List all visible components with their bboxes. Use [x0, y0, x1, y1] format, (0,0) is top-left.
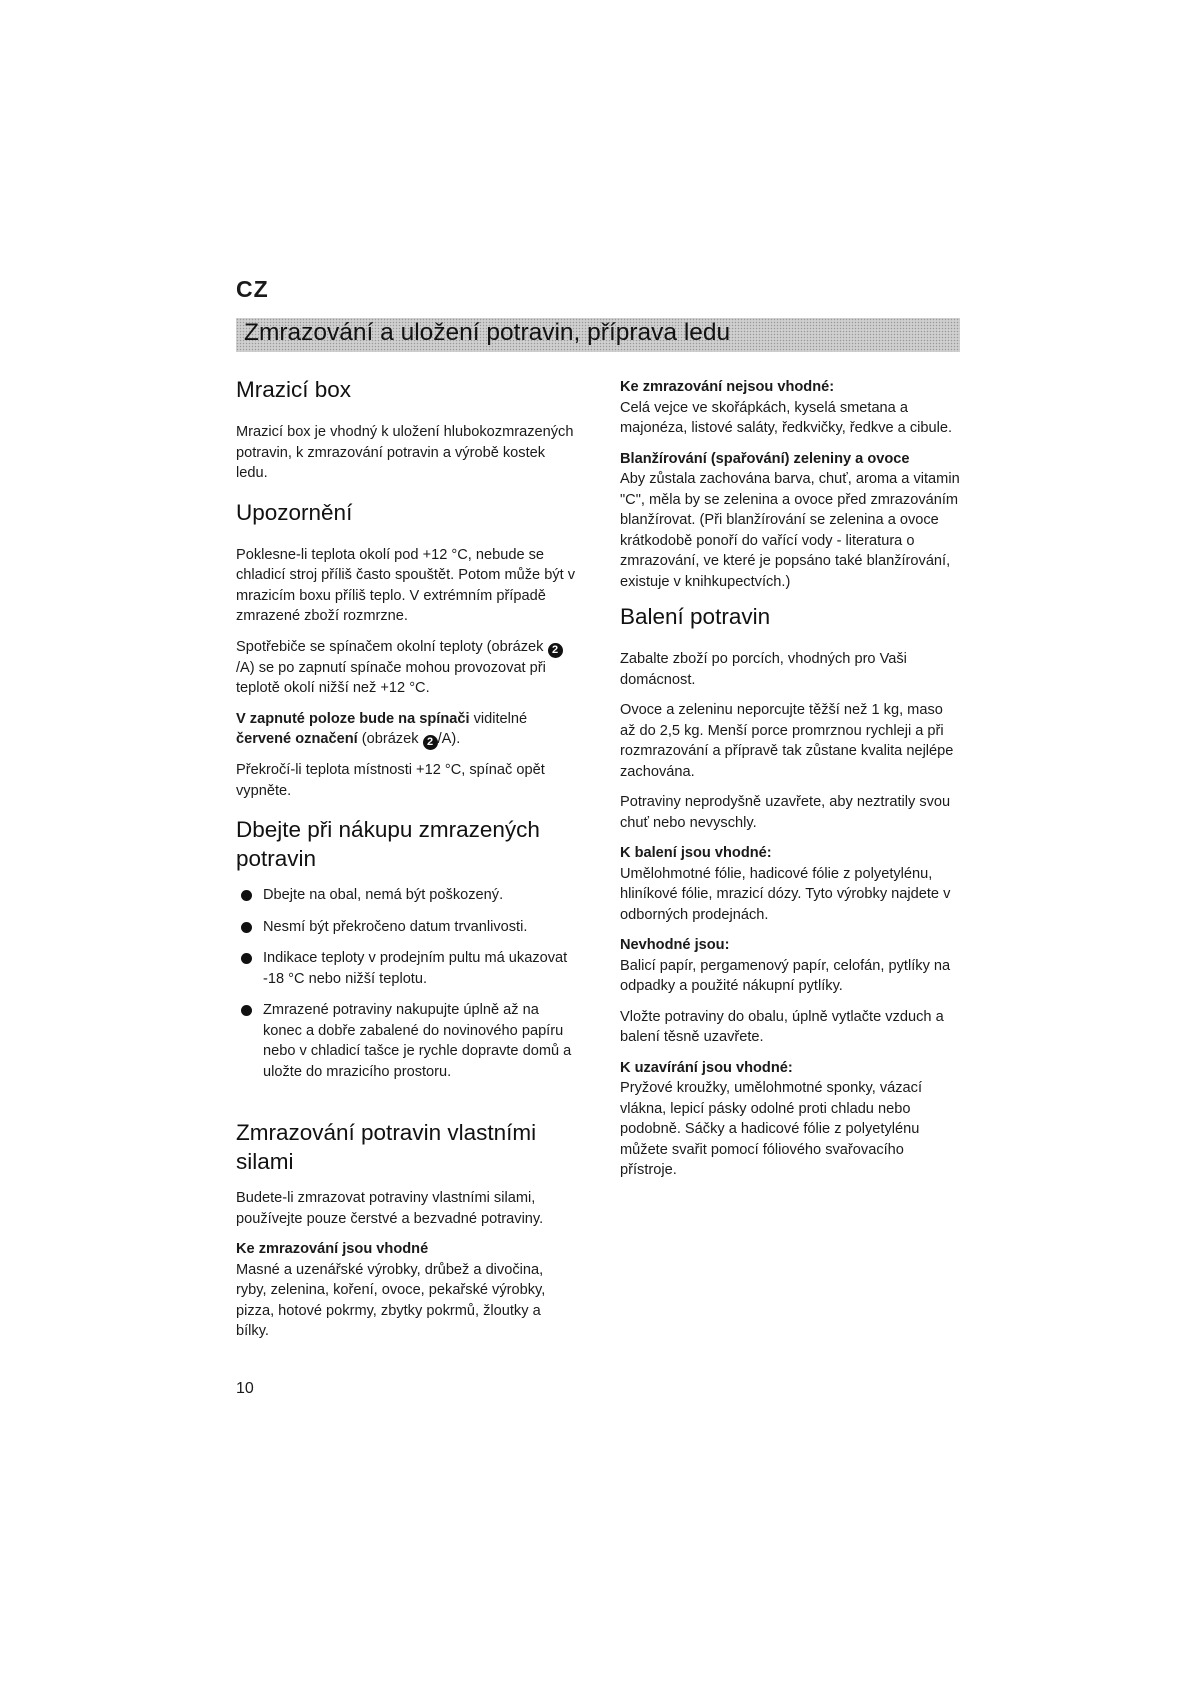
list-item-text: Dbejte na obal, nemá být poškozený.	[263, 887, 504, 903]
list-item	[236, 885, 576, 906]
text-baleni-3: Potraviny neprodyšně uzavřete, aby neztratily svou chuť nebo nevyschly.	[620, 794, 951, 831]
text-upozorneni-2	[236, 637, 576, 699]
subheading-nevhodne: Ke zmrazování nejsou vhodné:	[620, 379, 835, 395]
list-item	[236, 948, 576, 989]
list-item	[236, 1000, 576, 1082]
list-item	[236, 917, 576, 938]
text-upozorneni-2-a: Spotřebiče se spínačem okolní teploty (obrázek	[236, 638, 548, 655]
text-baleni-1: Zabalte zboží po porcích, vhodných pro Vaši domácnost.	[620, 651, 907, 688]
subheading-blanzirovani: Blanžírování (spařování) zeleniny a ovoce	[620, 450, 910, 467]
left-column	[236, 375, 576, 1352]
subblock-nevhodne-obaly	[620, 935, 960, 997]
text-upozorneni-3-n1: viditelné	[469, 710, 528, 727]
figure-number-circle: 2	[423, 735, 438, 750]
text-mrazici-box: Mrazicí box je vhodný k uložení hlubokozmrazených potravin, k zmrazování potravin a výrobě kostek ledu.	[236, 424, 574, 481]
subblock-nevhodne	[620, 377, 960, 439]
text-nevhodne: Celá vejce ve skořápkách, kyselá smetana a majonéza, listové saláty, ředkvičky, ředkve a cibule.	[620, 399, 953, 436]
figure-number-circle: 2	[548, 643, 563, 658]
subblock-uzavirani	[620, 1058, 960, 1181]
subblock-vhodne	[236, 1239, 576, 1342]
list-item-text: Nesmí být překročeno datum trvanlivosti.	[263, 918, 528, 935]
text-uzavirani: Pryžové kroužky, umělohmotné sponky, vázací vlákna, lepicí pásky odolné proti chladu nebo podobně. Sáčky a hadicové fólie z polyetylénu můžete svařit pomocí fóliového svařovacího přístroje.	[620, 1080, 922, 1178]
text-upozorneni-3	[236, 709, 576, 751]
subblock-blanzirovani	[620, 449, 960, 593]
heading-vlastni: Zmrazování potravin vlastními silami	[236, 1120, 537, 1174]
text-upozorneni-3-after: /A).	[437, 731, 461, 747]
language-code: CZ	[236, 276, 269, 302]
text-baleni-2: Ovoce a zeleninu neporcujte těžší než 1 kg, maso až do 2,5 kg. Menší porce promrznou rychleji a při rozmrazování a přípravě tak zůstane kvalita nejlépe zachována.	[620, 702, 954, 780]
subheading-vhodne: Ke zmrazování jsou vhodné	[236, 1241, 429, 1257]
text-blanzirovani: Aby zůstala zachována barva, chuť, aroma a vitamin "C", měla by se zelenina a ovoce před zmrazováním blanžírovat. (Při blanžírování se zelenina a ovoce krátkodobě ponoří do vařící vody - literatura o zmrazování, ve které je popsáno také blanžírování, existuje v knihkupectvích.)	[620, 471, 960, 590]
text-upozorneni-1: Poklesne-li teplota okolí pod +12 °C, nebude se chladicí stroj příliš často spouštět. Potom může být v mrazicím boxu příliš teplo. V extrémním případě zmrazené zboží rozmrzne.	[236, 546, 576, 624]
text-vhodne: Masné a uzenářské výrobky, drůbež a divočina, ryby, zelenina, koření, ovoce, pekařské výrobky, pizza, hotové pokrmy, zbytky pokrmů, žloutky a bílky.	[236, 1261, 546, 1339]
list-item-text: Zmrazené potraviny nakupujte úplně až na konec a dobře zabalené do novinového papíru nebo v chladicí tašce je rychle dopravte domů a uložte do mrazicího prostoru.	[263, 1002, 572, 1080]
heading-mrazici-box: Mrazicí box	[236, 377, 352, 402]
bullet-icon	[241, 890, 252, 901]
subheading-nevhodne-obaly: Nevhodné jsou:	[620, 937, 730, 953]
text-vlastni-1: Budete-li zmrazovat potraviny vlastními silami, používejte pouze čerstvé a bezvadné potraviny.	[236, 1190, 544, 1227]
text-upozorneni-3-bold2: červené označení	[236, 731, 358, 747]
text-upozorneni-3-bold1: V zapnuté poloze bude na spínači	[236, 710, 470, 727]
text-upozorneni-2-b: /A) se po zapnutí spínače mohou provozovat při teplotě okolí nižší než +12 °C.	[236, 659, 546, 696]
bullet-icon	[241, 922, 252, 933]
heading-upozorneni: Upozornění	[236, 499, 353, 525]
banner-title: Zmrazování a uložení potravin, příprava ledu	[244, 319, 731, 346]
right-column	[620, 377, 960, 1191]
page-number: 10	[236, 1380, 254, 1397]
text-upozorneni-3-n2: (obrázek	[357, 731, 423, 747]
subblock-baleni-vhodne	[620, 843, 960, 925]
text-baleni-4: Vložte potraviny do obalu, úplně vytlačte vzduch a balení těsně uzavřete.	[620, 1008, 944, 1045]
heading-nakup: Dbejte při nákupu zmrazených potravin	[236, 817, 540, 871]
heading-baleni: Balení potravin	[620, 604, 771, 629]
subheading-uzavirani: K uzavírání jsou vhodné:	[620, 1059, 793, 1076]
text-upozorneni-4: Překročí-li teplota místnosti +12 °C, spínač opět vypněte.	[236, 762, 545, 799]
bullet-list-nakup	[236, 885, 576, 1082]
bullet-icon	[241, 953, 252, 964]
list-item-text: Indikace teploty v prodejním pultu má ukazovat -18 °C nebo nižší teplotu.	[263, 950, 568, 987]
subheading-baleni-vhodne: K balení jsou vhodné:	[620, 845, 772, 861]
bullet-icon	[241, 1005, 252, 1016]
section-banner	[236, 318, 960, 352]
text-nevhodne-obaly: Balicí papír, pergamenový papír, celofán, pytlíky na odpadky a použité nákupní pytlíky.	[620, 957, 951, 994]
text-baleni-vhodne: Umělohmotné fólie, hadicové fólie z polyetylénu, hliníkové fólie, mrazicí dózy. Tyto výrobky najdete v odborných prodejnách.	[620, 865, 951, 923]
